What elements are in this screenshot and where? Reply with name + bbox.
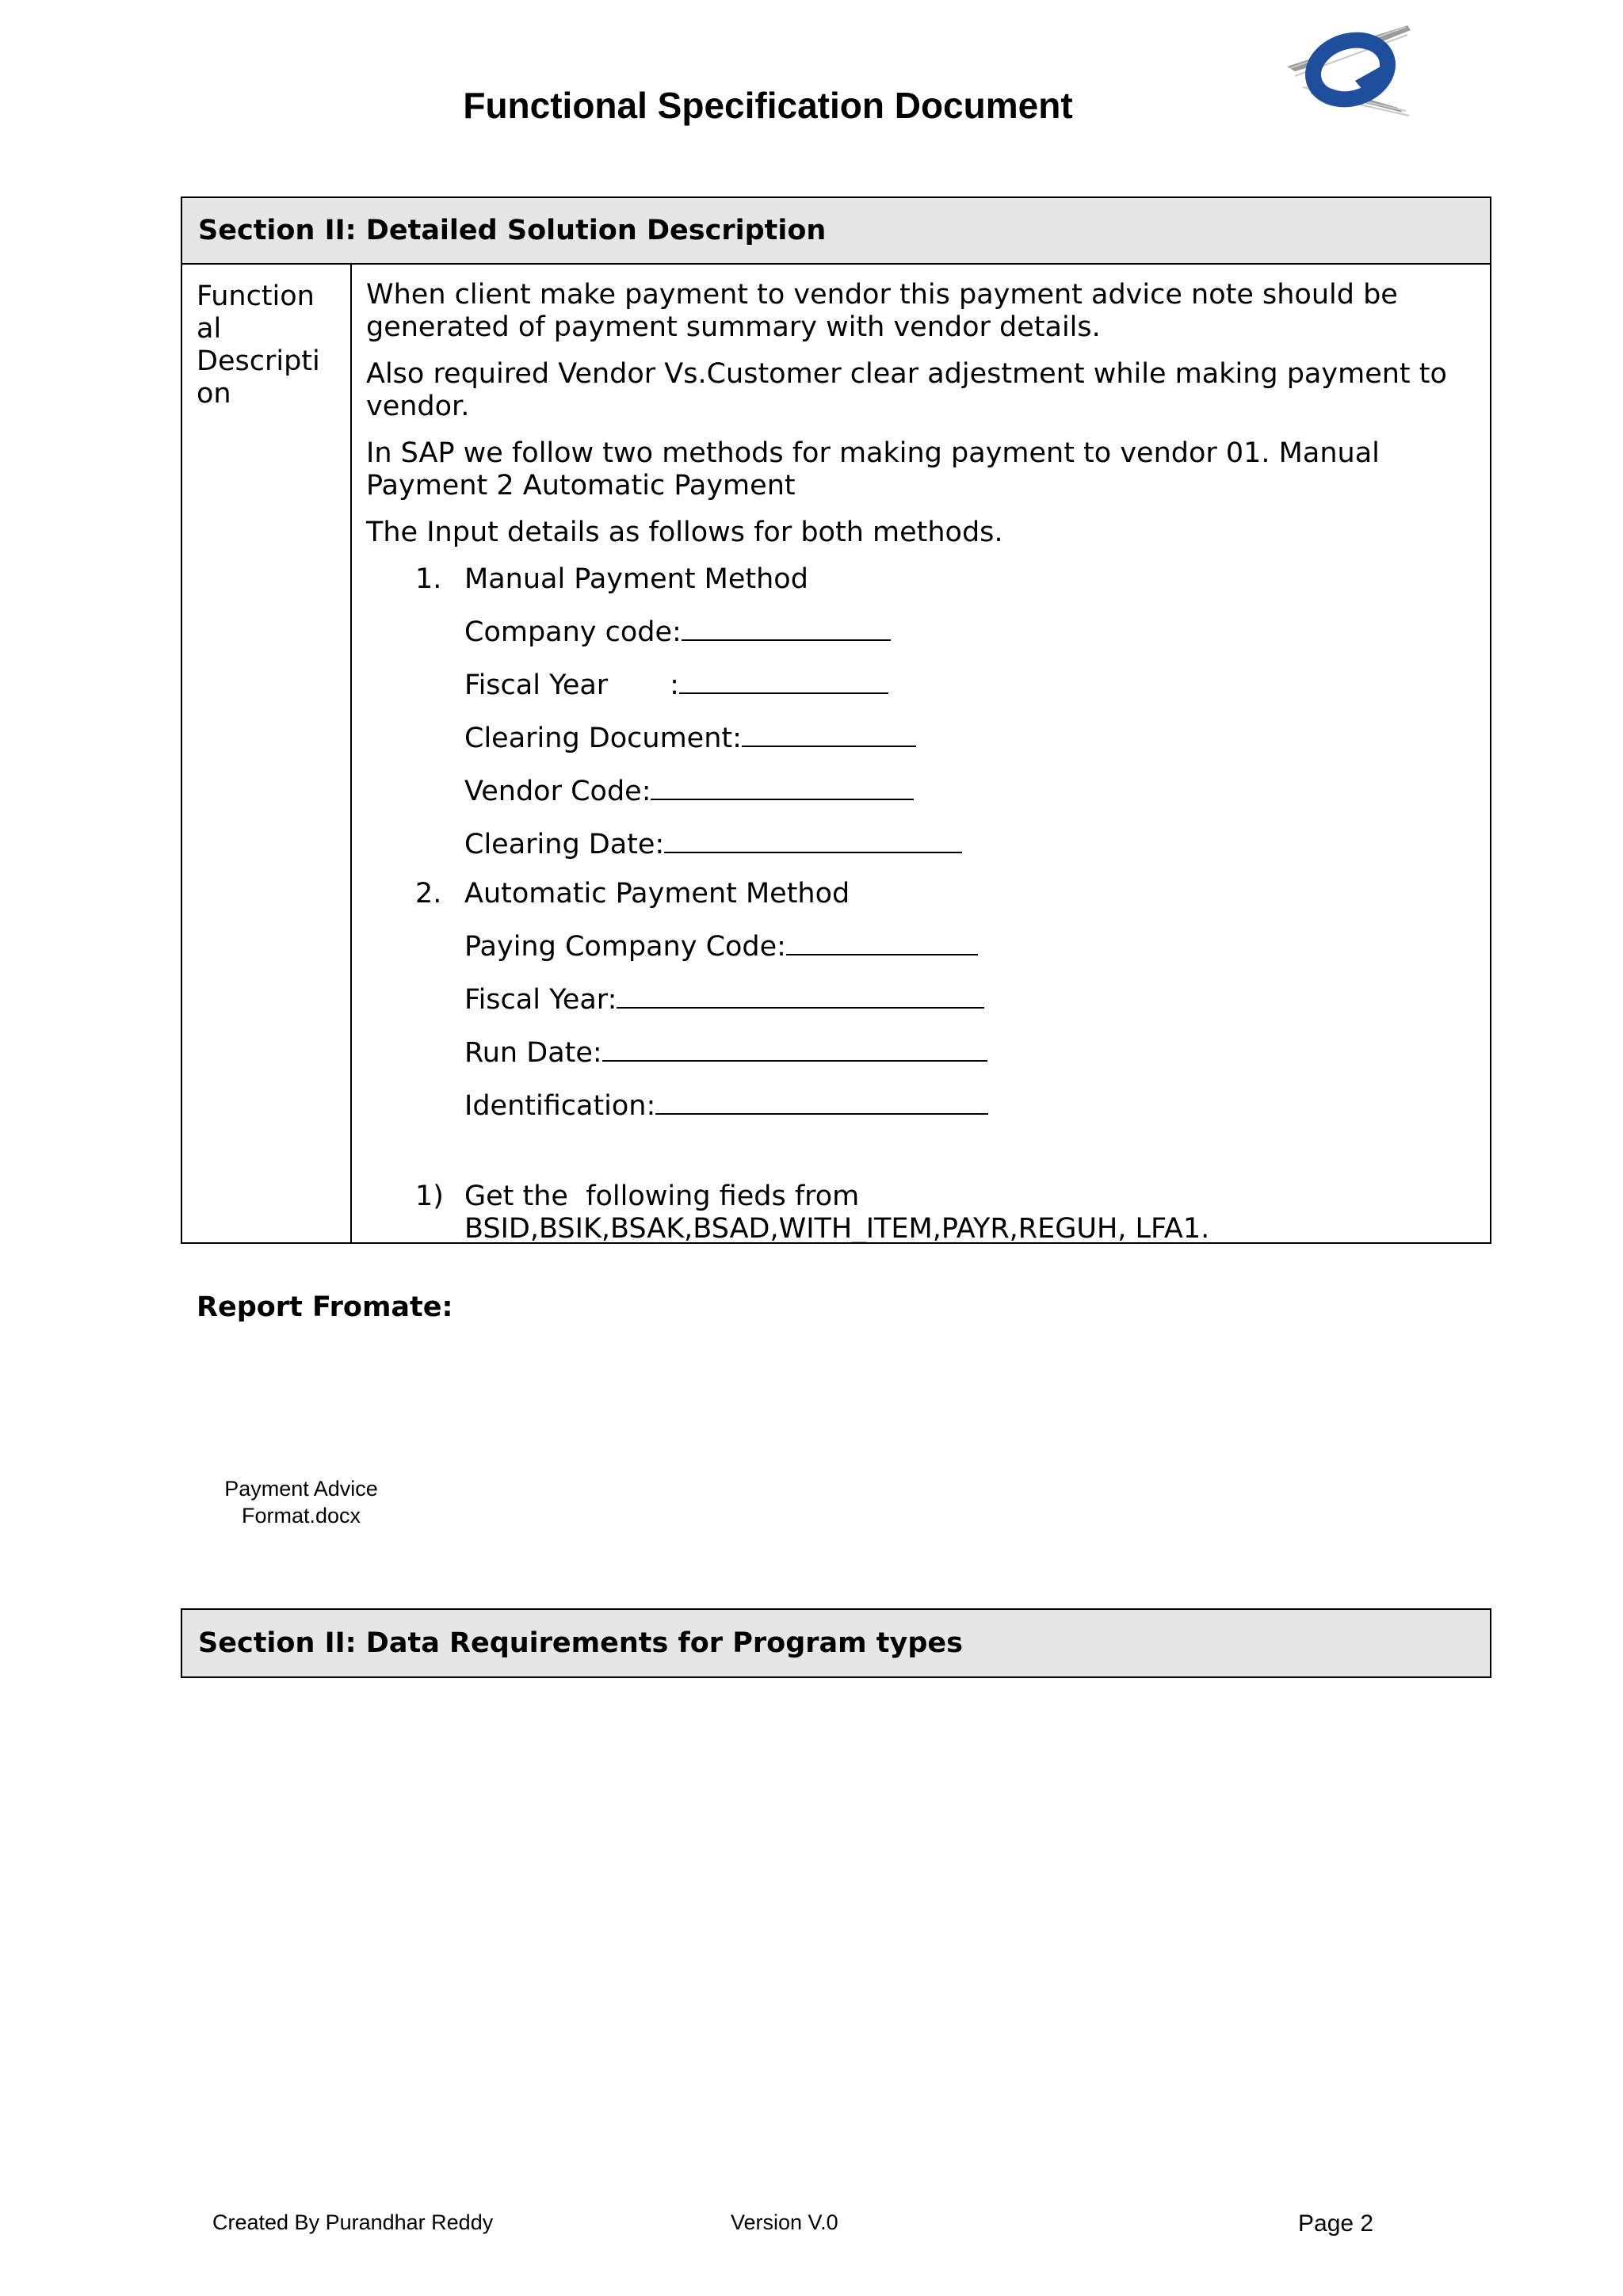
embedded-document-attachment[interactable] xyxy=(182,1475,420,1529)
field-label: Clearing Document: xyxy=(464,723,742,754)
row-label xyxy=(182,265,352,1242)
field-blank-line xyxy=(617,980,984,1009)
paying-company-code-field xyxy=(366,927,1474,963)
report-format-heading: Report Fromate: xyxy=(197,1291,453,1323)
field-blank-line xyxy=(682,612,891,641)
identification-field xyxy=(366,1086,1474,1123)
field-label: Fiscal Year : xyxy=(464,669,679,701)
detailed-solution-section xyxy=(181,196,1491,1244)
row-label-line: al xyxy=(197,313,222,345)
functional-description-row xyxy=(182,265,1490,1245)
description-paragraph: In SAP we follow two methods for making payment to vendor 01. Manual Payment 2 Automatic Payment xyxy=(366,437,1380,502)
field-blank-line xyxy=(655,1086,988,1115)
run-date-field xyxy=(366,1033,1474,1070)
row-label-line: on xyxy=(197,378,231,410)
step-tables: BSID,BSIK,BSAK,BSAD,WITH_ITEM,PAYR,REGUH, LFA1. xyxy=(464,1213,1210,1245)
list-number: 2. xyxy=(415,878,442,910)
footer-author: Created By Purandhar Reddy xyxy=(212,2210,494,2234)
row-label-line: Descripti xyxy=(197,345,320,377)
automatic-method-item xyxy=(366,878,1474,910)
list-number: 1) xyxy=(415,1180,444,1212)
fiscal-year-field xyxy=(366,980,1474,1016)
field-label: Identification: xyxy=(464,1090,656,1122)
vendor-code-field xyxy=(366,772,1474,808)
document-title: Functional Specification Document xyxy=(463,85,1073,126)
clearing-document-field xyxy=(366,719,1474,755)
footer-version: Version V.0 xyxy=(731,2210,838,2234)
section-heading: Section II: Detailed Solution Description xyxy=(182,198,1490,265)
field-blank-line xyxy=(651,772,914,800)
manual-method-item xyxy=(366,563,1474,596)
clearing-date-field xyxy=(366,825,1474,861)
row-label-line: Function xyxy=(197,280,315,312)
field-label: Paying Company Code: xyxy=(464,931,786,963)
field-blank-line xyxy=(602,1033,987,1062)
fiscal-year-field xyxy=(366,666,1474,702)
field-label: Fiscal Year: xyxy=(464,984,617,1016)
description-paragraph: Also required Vendor Vs.Customer clear adjestment while making payment to vendor. xyxy=(366,358,1447,422)
method-name: Manual Payment Method xyxy=(464,563,808,595)
field-label: Clearing Date: xyxy=(464,829,665,860)
section-heading: Section II: Data Requirements for Program types xyxy=(182,1610,1490,1676)
field-label: Vendor Code: xyxy=(464,776,651,807)
field-blank-line xyxy=(742,719,916,747)
attachment-name-line: Payment Advice xyxy=(224,1477,378,1501)
field-blank-line xyxy=(786,927,978,955)
attachment-name-line: Format.docx xyxy=(241,1504,361,1527)
field-blank-line xyxy=(664,825,962,853)
field-label: Company code: xyxy=(464,616,682,648)
list-number: 1. xyxy=(415,563,442,595)
method-name: Automatic Payment Method xyxy=(464,878,850,910)
functional-description xyxy=(352,265,1490,1245)
fields-source-step xyxy=(366,1180,1474,1245)
footer-page-number: Page 2 xyxy=(1298,2210,1374,2237)
data-requirements-section xyxy=(181,1608,1491,1678)
company-logo-icon xyxy=(1279,21,1414,119)
step-text: Get the following fieds from xyxy=(464,1180,860,1212)
description-paragraph: The Input details as follows for both methods. xyxy=(366,517,1003,548)
description-paragraph: When client make payment to vendor this payment advice note should be generated of payment summary with vendor details. xyxy=(366,279,1398,343)
field-label: Run Date: xyxy=(464,1037,602,1069)
field-blank-line xyxy=(679,666,888,694)
company-code-field xyxy=(366,612,1474,649)
